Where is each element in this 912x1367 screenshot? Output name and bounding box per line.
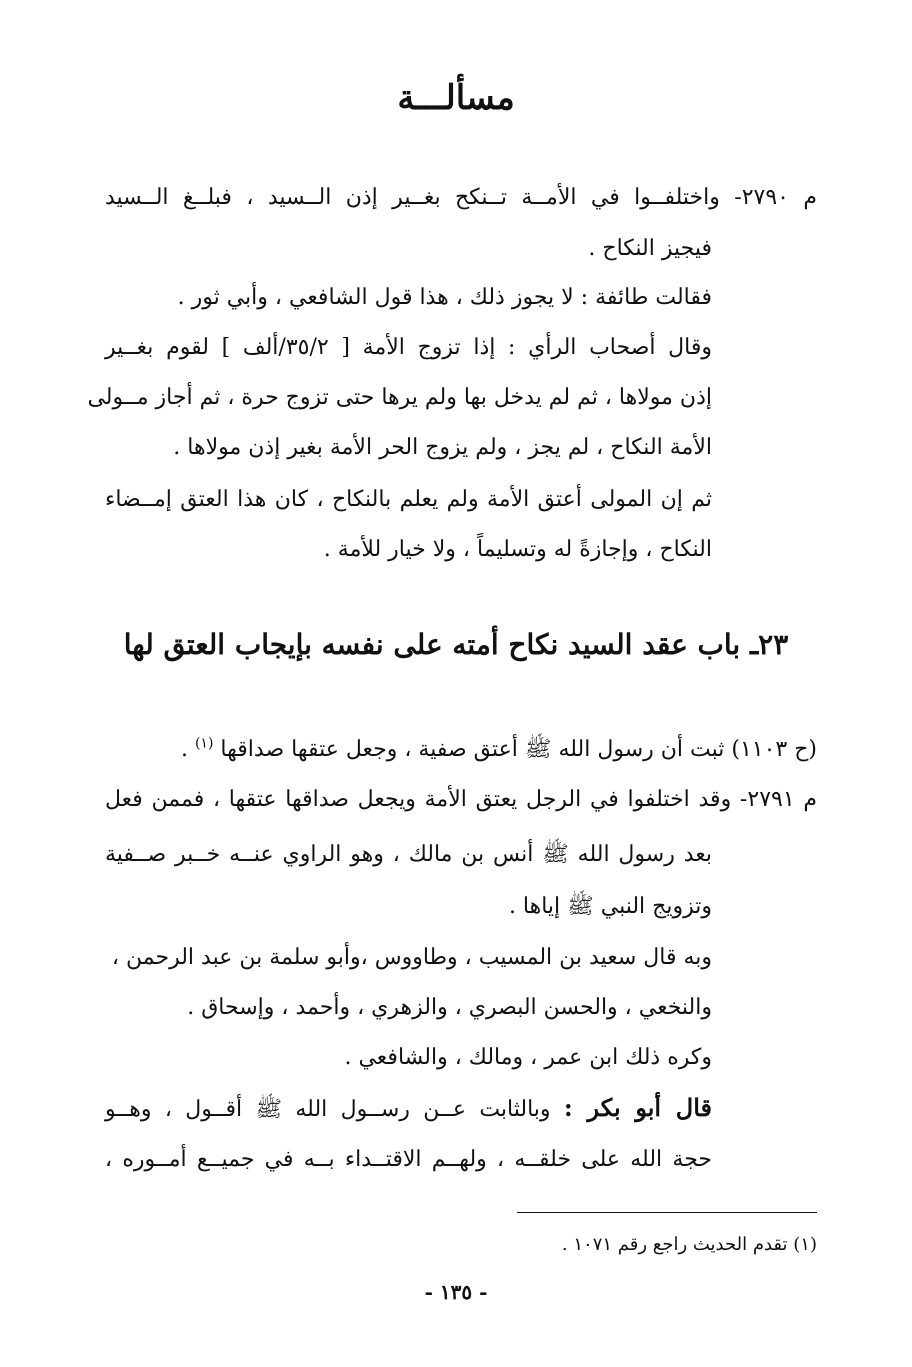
para-2791-line-2: بعد رسول الله ﷺ أنس بن مالك ، وهو الراوي عنــه خــبر صــفية <box>105 842 712 867</box>
abu-bakr-line-1 <box>105 1093 712 1125</box>
hadith-1103-text: (ح ١١٠٣) ثبت أن رسول الله ﷺ أعتق صفية ، وجعل عتقها صداقها <box>220 737 817 762</box>
para-2791-line-3: وتزويج النبي ﷺ إياها . <box>508 894 712 919</box>
opinion-3-line-1: ثم إن المولى أعتق الأمة ولم يعلم بالنكاح ، كان هذا العتق إمــضاء <box>105 487 712 512</box>
opinion-2-line-3: الأمة النكاح ، لم يجز ، ولم يزوج الحر الأمة بغير إذن مولاها . <box>173 435 712 460</box>
abu-bakr-lead: قال أبو بكر : <box>563 1093 712 1122</box>
para-2791-line-1: م ٢٧٩١- وقد اختلفوا في الرجل يعتق الأمة ويجعل صداقها عتقها ، فممن فعل <box>105 787 817 812</box>
opinion-5: وكره ذلك ابن عمر ، ومالك ، والشافعي . <box>344 1045 712 1070</box>
footnote-1: (١) تقدم الحديث راجع رقم ١٠٧١ . <box>561 1234 817 1255</box>
opinion-2-line-2: إذن مولاها ، ثم لم يدخل بها ولم يرها حتى تزوج حرة ، ثم أجاز مــولى <box>87 385 712 410</box>
footnote-reference: (١) <box>194 735 214 752</box>
hadith-1103 <box>181 735 817 765</box>
opinion-3-line-2: النكاح ، وإجازةً له وتسليماً ، ولا خيار للأمة . <box>323 537 712 562</box>
para-2790-line-1: م ٢٧٩٠- واختلفــوا في الأمــة تــنكح بغــير إذن الــسيد ، فبلــغ الــسيد <box>105 185 817 210</box>
opinion-1: فقالت طائفة : لا يجوز ذلك ، هذا قول الشافعي ، وأبي ثور . <box>177 285 712 310</box>
chapter-title: ٢٣ـ باب عقد السيد نكاح أمته على نفسه بإيجاب العتق لها <box>123 628 789 661</box>
footnote-separator <box>517 1212 817 1213</box>
opinion-4-line-1: وبه قال سعيد بن المسيب ، وطاووس ،وأبو سلمة بن عبد الرحمن ، <box>111 945 712 970</box>
para-2790-line-2: فيجيز النكاح . <box>588 236 712 261</box>
page-number: - ١٣٥ - <box>424 1280 488 1304</box>
opinion-4-line-2: والنخعي ، والحسن البصري ، والزهري ، وأحمد ، وإسحاق . <box>187 995 712 1020</box>
opinion-2-line-1: وقال أصحاب الرأي : إذا تزوج الأمة [ ٣٥/٢/ألف ] لقوم بغــير <box>105 335 712 360</box>
abu-bakr-line-2: حجة الله على خلقــه ، ولهــم الاقتــداء بــه في جميــع أمــوره ، <box>105 1147 712 1172</box>
abu-bakr-line-1-rest: وبالثابت عــن رســول الله ﷺ أقــول ، وهــو <box>105 1097 564 1122</box>
masala-heading: مسألـــة <box>397 78 515 118</box>
hadith-1103-end: . <box>180 737 188 762</box>
